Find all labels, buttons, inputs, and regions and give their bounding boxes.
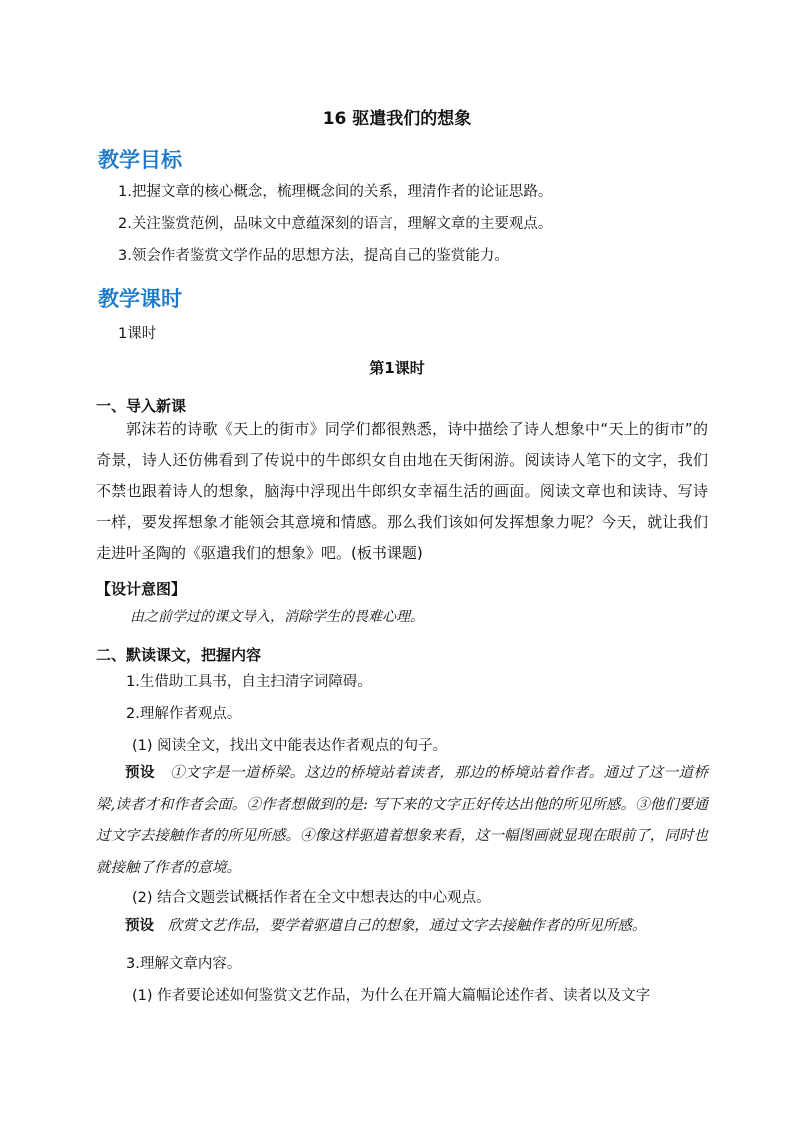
item-3: 3.理解文章内容。	[126, 956, 242, 972]
hours-value: 1课时	[118, 326, 157, 342]
lesson-period-title: 第1课时	[369, 359, 425, 377]
preset-1-text: ①文字是一道桥梁。这边的桥境站着读者，那边的桥境站着作者。通过了这一道桥梁,读者才和作者会面。②作者想做到的是: 写下来的文字正好传达出他的所见所感。③他们要通过文字去接触作者的所见所感。④像这样驱遣着想象来看，这一幅图画就显现在眼前了，同时也就接触了作者的意境。	[96, 765, 709, 876]
item-2: 2.理解作者观点。	[126, 706, 242, 722]
goals-heading: 教学目标	[98, 148, 182, 172]
preset-1-block	[96, 758, 708, 884]
item-2-question-1: (1) 阅读全文，找出文中能表达作者观点的句子。	[132, 738, 448, 754]
section1-heading: 一、导入新课	[96, 397, 187, 415]
preset-2-block	[96, 911, 708, 943]
goal-item-3: 3.领会作者鉴赏文学作品的思想方法，提高自己的鉴赏能力。	[118, 248, 509, 264]
item-1: 1.生借助工具书，自主扫清字词障碍。	[126, 674, 372, 690]
section2-heading: 二、默读课文，把握内容	[96, 646, 262, 664]
lesson-title: 16 驱遣我们的想象	[322, 109, 472, 129]
item-2-question-2: (2) 结合文题尝试概括作者在全文中想表达的中心观点。	[132, 890, 491, 906]
hours-heading: 教学课时	[98, 287, 182, 311]
preset-2-text: 欣赏文艺作品，要学着驱遣自己的想象，通过文字去接触作者的所见所感。	[167, 918, 647, 934]
section1-paragraph: 郭沫若的诗歌《天上的街市》同学们都很熟悉，诗中描绘了诗人想象中“天上的街市”的奇景，诗人还仿佛看到了传说中的牛郎织女自由地在天街闲游。阅读诗人笔下的文字，我们不禁也跟着诗人的想象，脑海中浮现出牛郎织女幸福生活的画面。阅读文章也和读诗、写诗一样，要发挥想象才能领会其意境和情感。那么我们该如何发挥想象力呢？今天，就让我们走进叶圣陶的《驱遣我们的想象》吧。(板书课题)	[96, 420, 708, 562]
goal-item-2: 2.关注鉴赏范例，品味文中意蕴深刻的语言，理解文章的主要观点。	[118, 216, 553, 232]
goal-item-1: 1.把握文章的核心概念，梳理概念间的关系，理清作者的论证思路。	[118, 184, 553, 200]
design-text: 由之前学过的课文导入，消除学生的畏难心理。	[130, 609, 424, 625]
design-heading: 【设计意图】	[96, 580, 187, 598]
preset-label-2: 预设	[125, 918, 154, 934]
item-3-question-1: (1) 作者要论述如何鉴赏文艺作品，为什么在开篇大篇幅论述作者、读者以及文字	[132, 988, 651, 1004]
preset-label: 预设	[125, 765, 155, 781]
